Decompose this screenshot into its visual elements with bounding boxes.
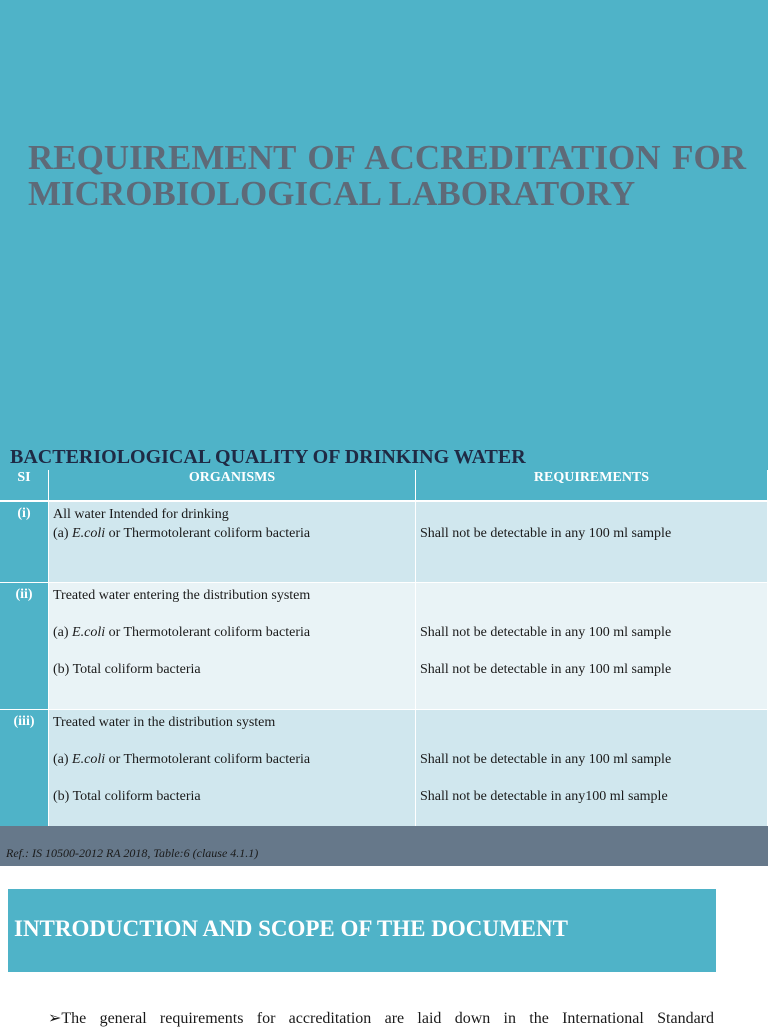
intro-title: INTRODUCTION AND SCOPE OF THE DOCUMENT bbox=[14, 916, 568, 941]
organism-line: (b) Total coliform bacteria bbox=[53, 662, 201, 677]
row-sl: (ii) bbox=[0, 583, 49, 710]
row-organisms bbox=[49, 583, 416, 710]
bacteriological-quality-table bbox=[0, 470, 768, 837]
row-sl: (iii) bbox=[0, 710, 49, 837]
table-row bbox=[0, 583, 768, 710]
requirement-line: Shall not be detectable in any 100 ml sample bbox=[420, 526, 672, 541]
organism-line: (b) Total coliform bacteria bbox=[53, 789, 201, 804]
header-requirements: REQUIREMENTS bbox=[416, 470, 768, 501]
slide-title: REQUIREMENT OF ACCREDITATION FOR MICROBIOLOGICAL LABORATORY bbox=[28, 138, 746, 213]
header-sl: SI bbox=[0, 470, 49, 501]
intro-title-box bbox=[8, 889, 716, 972]
row-organisms bbox=[49, 710, 416, 837]
intro-text: The general requirements for accreditation are laid down in the International Standard bbox=[61, 1010, 714, 1027]
table-reference: Ref.: IS 10500-2012 RA 2018, Table:6 (clause 4.1.1) bbox=[6, 846, 259, 860]
reference-bar bbox=[0, 826, 768, 866]
row-requirements bbox=[416, 583, 768, 710]
table-row bbox=[0, 710, 768, 837]
organism-line: (a) E.coli or Thermotolerant coliform bacteria bbox=[53, 625, 311, 640]
requirement-line: Shall not be detectable in any 100 ml sample bbox=[420, 662, 672, 677]
organism-line: Treated water in the distribution system bbox=[53, 715, 276, 730]
requirement-line: Shall not be detectable in any 100 ml sample bbox=[420, 752, 672, 767]
organism-line: (a) E.coli or Thermotolerant coliform bacteria bbox=[53, 526, 311, 541]
bullet-arrow-icon: ➢ bbox=[48, 1010, 62, 1027]
organism-line: Treated water entering the distribution system bbox=[53, 588, 311, 603]
requirement-line: Shall not be detectable in any 100 ml sample bbox=[420, 625, 672, 640]
organism-line: (a) E.coli or Thermotolerant coliform bacteria bbox=[53, 752, 311, 767]
table-row bbox=[0, 501, 768, 583]
intro-paragraph bbox=[48, 1008, 714, 1028]
row-organisms bbox=[49, 501, 416, 583]
table-heading: BACTERIOLOGICAL QUALITY OF DRINKING WATER bbox=[10, 446, 526, 468]
header-organisms: ORGANISMS bbox=[49, 470, 416, 501]
row-requirements bbox=[416, 710, 768, 837]
requirement-line: Shall not be detectable in any100 ml sample bbox=[420, 789, 668, 804]
organism-line: All water Intended for drinking bbox=[53, 507, 229, 522]
row-requirements bbox=[416, 501, 768, 583]
row-sl: (i) bbox=[0, 501, 49, 583]
table-header-row bbox=[0, 470, 768, 501]
